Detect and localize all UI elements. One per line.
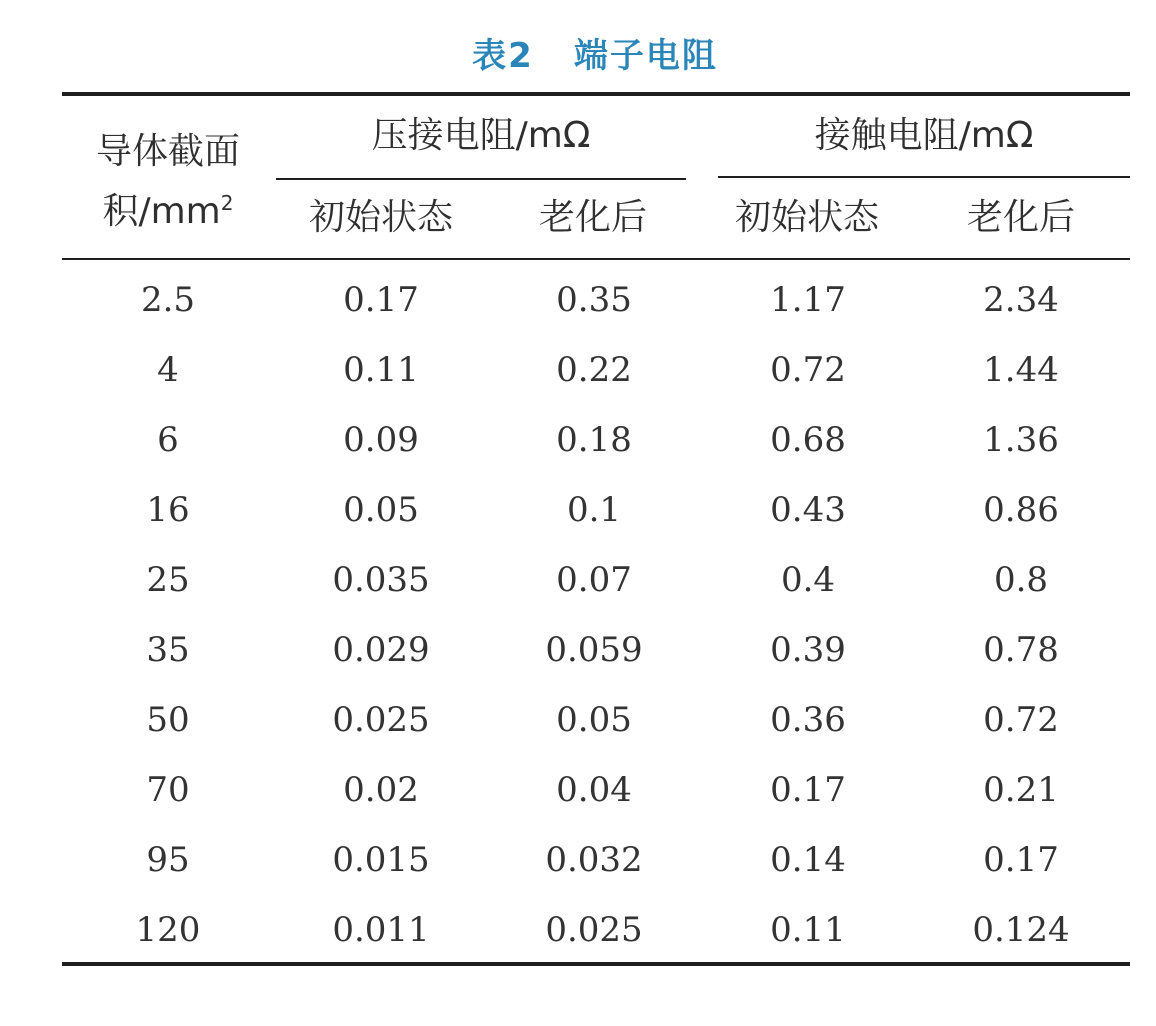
table-row-cross-section: 50 [146,700,190,740]
table-row-value: 1.44 [983,350,1059,390]
table-row-cross-section: 95 [146,840,190,880]
table-row-cross-section: 6 [157,420,179,460]
table-row-value: 0.05 [343,490,419,530]
header-group-contact-resistance: 接触电阻/mΩ [814,115,1034,156]
table-row-value: 0.059 [545,630,643,670]
table-row-cross-section: 25 [146,560,190,600]
table-row-value: 0.72 [983,700,1059,740]
table-row-value: 0.17 [983,840,1059,880]
table-row-cross-section: 2.5 [140,280,196,320]
table-row-cross-section: 4 [157,350,179,390]
table-row-value: 0.015 [332,840,430,880]
table-row-value: 1.17 [770,280,846,320]
table-row-value: 0.14 [770,840,846,880]
table-row-value: 0.032 [545,840,643,880]
table-row-value: 0.05 [556,700,632,740]
table-row-value: 0.035 [332,560,430,600]
table-row-value: 0.025 [332,700,430,740]
table-row-value: 0.68 [770,420,846,460]
header-sub-2: 老化后 [538,197,647,238]
table-row-value: 0.011 [332,910,430,950]
table-row-value: 0.39 [770,630,846,670]
table-row-value: 0.17 [343,280,419,320]
table-row-value: 0.025 [545,910,643,950]
table-row-value: 0.1 [566,490,622,530]
table-row-cross-section: 35 [146,630,190,670]
header-col0-superscript: 2 [220,191,234,215]
table-row-value: 0.11 [770,910,846,950]
table-row-value: 0.21 [983,770,1059,810]
table-row-value: 2.34 [983,280,1059,320]
header-col0-line1: 导体截面 [95,131,240,172]
table-row-value: 0.35 [556,280,632,320]
header-sub-3: 初始状态 [734,197,879,238]
table-row-value: 0.22 [556,350,632,390]
top-rule [62,92,1130,96]
table-row-cross-section: 70 [146,770,190,810]
table-row-value: 0.09 [343,420,419,460]
header-bottom-rule [62,258,1130,260]
table-row-value: 0.029 [332,630,430,670]
table-row-value: 0.36 [770,700,846,740]
table-row-value: 0.18 [556,420,632,460]
group2-underline [718,176,1130,178]
bottom-rule [62,962,1130,966]
table-row-cross-section: 16 [146,490,190,530]
table-caption [0,28,1156,77]
table-row-value: 0.43 [770,490,846,530]
group1-underline [276,178,686,180]
table-row-value: 0.72 [770,350,846,390]
table-row-value: 0.8 [993,560,1049,600]
table-caption-number: 表2 [472,36,534,76]
header-sub-4: 老化后 [966,197,1075,238]
header-col0-line2 [62,192,274,232]
table-row-value: 0.124 [972,910,1070,950]
table-row-value: 0.4 [780,560,836,600]
table-row-value: 0.86 [983,490,1059,530]
table-row-value: 0.04 [556,770,632,810]
table-row-value: 0.11 [343,350,419,390]
table-row-value: 1.36 [983,420,1059,460]
header-col0-line2-text: 积/mm [102,191,221,232]
table-row-cross-section: 120 [135,910,201,950]
table-row-value: 0.17 [770,770,846,810]
table-row-value: 0.02 [343,770,419,810]
header-group-crimp-resistance: 压接电阻/mΩ [371,115,591,156]
table-caption-title: 端子电阻 [573,36,718,76]
table-row-value: 0.78 [983,630,1059,670]
table-row-value: 0.07 [556,560,632,600]
header-sub-1: 初始状态 [308,197,453,238]
